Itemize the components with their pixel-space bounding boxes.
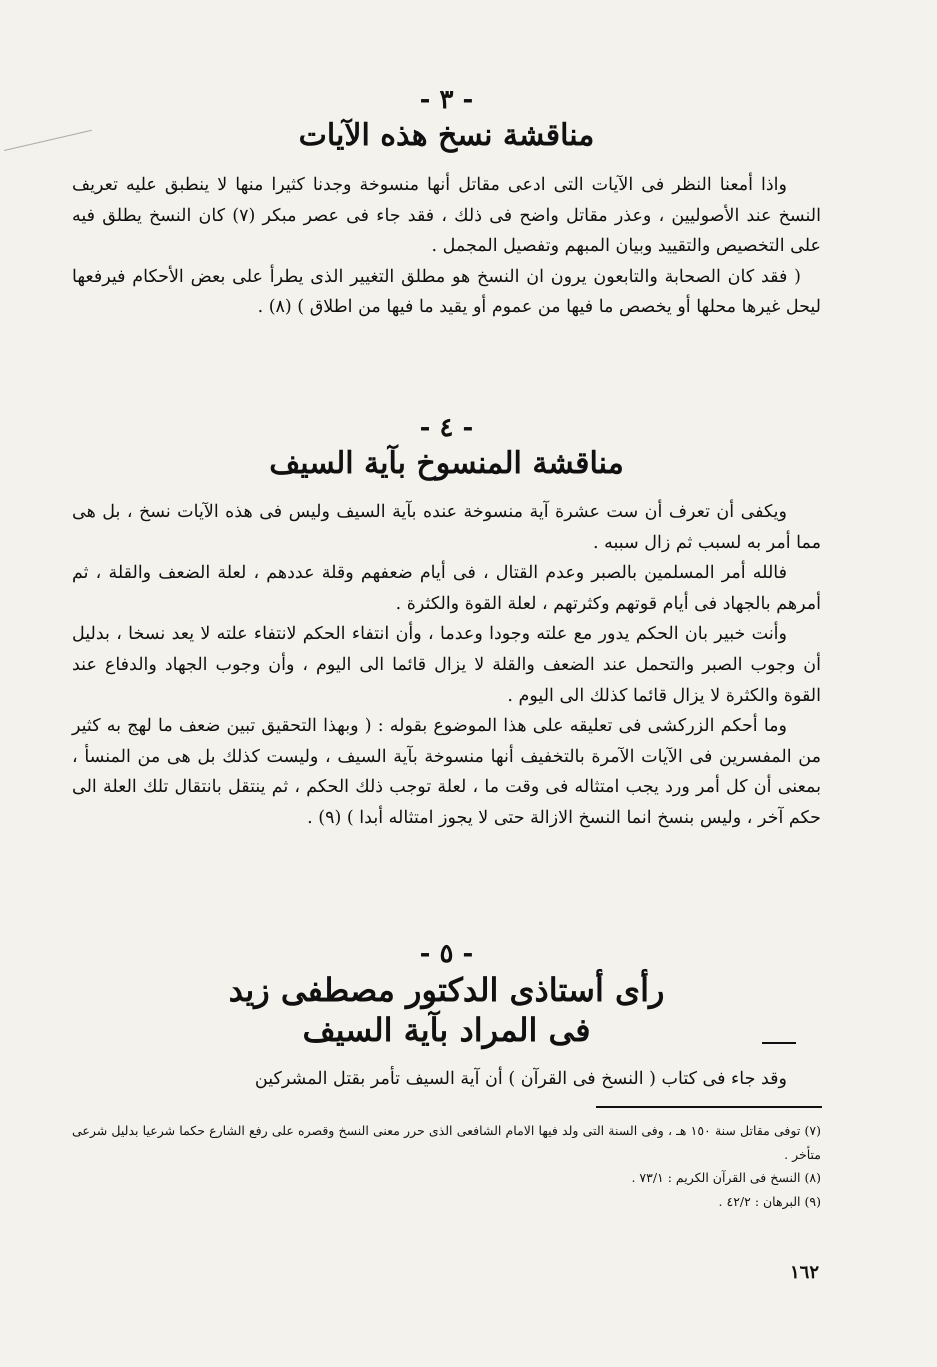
section-title: مناقشة المنسوخ بآية السيف bbox=[269, 446, 624, 481]
footnotes bbox=[72, 1119, 821, 1213]
section-3-body bbox=[72, 170, 821, 323]
decorative-dash bbox=[762, 1042, 796, 1044]
paragraph: ( فقد كان الصحابة والتابعون يرون ان النسخ هو مطلق التغيير الذى يطرأ على بعض الأحكام فيرفعها ليحل غيرها محلها أو يخصص ما فيها من عموم أو يقيد ما فيها من اطلاق ) (٨) . bbox=[72, 266, 821, 318]
paragraph: وأنت خبير بان الحكم يدور مع علته وجودا وعدما ، وأن انتفاء الحكم لانتفاء علته لا يعد نسخا ، بدليل أن وجوب الصبر والتحمل عند الضعف والقلة لا يزال قائما الى اليوم ، وأن وجوب الجهاد والدفاع عند القوة والكثرة لا يزال قائما كذلك الى اليوم . bbox=[72, 624, 821, 706]
section-number: - ٤ - bbox=[419, 413, 474, 443]
footnote-separator bbox=[596, 1106, 822, 1108]
paragraph: واذا أمعنا النظر فى الآيات التى ادعى مقاتل أنها منسوخة وجدنا كثيرا منها لا ينطبق عليه تعريف النسخ عند الأصوليين ، وعذر مقاتل واضح فى ذلك ، فقد جاء فى عصر مبكر (٧) كان النسخ يطلق فيه على التخصيص والتقييد وبيان المبهم وتفصيل المجمل . bbox=[72, 175, 821, 257]
paragraph: وقد جاء فى كتاب ( النسخ فى القرآن ) أن آية السيف تأمر بقتل المشركين bbox=[254, 1069, 787, 1089]
footnote: (٩) البرهان : ٤٢/٢ . bbox=[718, 1193, 821, 1209]
paragraph: وما أحكم الزركشى فى تعليقه على هذا الموضوع بقوله : ( وبهذا التحقيق تبين ضعف ما لهج به كثير من المفسرين فى الآيات الآمرة بالتخفيف أنها منسوخة بآية السيف ، وليست كذلك بل هى من المنسأ ، بمعنى أن كل أمر ورد يجب امتثاله فى وقت ما ، لعلة توجب ذلك الحكم ، ثم ينتقل بانتقال تلك العلة الى حكم آخر ، وليس بنسخ انما النسخ الازالة حتى لا يجوز امتثاله أبدا ) (٩) . bbox=[72, 716, 821, 828]
section-title-line-2: فى المراد بآية السيف bbox=[302, 1011, 591, 1049]
section-4-body bbox=[72, 497, 821, 834]
section-number: - ٣ - bbox=[419, 85, 474, 115]
paragraph: ويكفى أن تعرف أن ست عشرة آية منسوخة عنده بآية السيف وليس فى هذه الآيات نسخ ، بل هى مما أمر به لسبب ثم زال سببه . bbox=[72, 502, 821, 553]
page-number: ١٦٢ bbox=[789, 1262, 819, 1283]
footnote: (٧) توفى مقاتل سنة ١٥٠ هـ ، وفى السنة التى ولد فيها الامام الشافعى الذى حرر معنى النسخ وقصره على رفع الشارع حكما شرعيا بدليل شرعى متأخر . bbox=[72, 1123, 822, 1162]
section-title: مناقشة نسخ هذه الآيات bbox=[298, 118, 595, 153]
section-number: - ٥ - bbox=[419, 939, 474, 969]
section-title-line-1: رأى أستاذى الدكتور مصطفى زيد bbox=[228, 971, 665, 1009]
section-4 bbox=[72, 412, 821, 484]
section-5-body bbox=[72, 1064, 821, 1095]
section-3 bbox=[72, 84, 821, 156]
footnote: (٨) النسخ فى القرآن الكريم : ٧٣/١ . bbox=[631, 1170, 821, 1185]
paragraph: فالله أمر المسلمين بالصبر وعدم القتال ، فى أيام ضعفهم وقلة عددهم ، لعلة الضعف والقلة ، ثم أمرهم بالجهاد فى أيام قوتهم وكثرتهم ، لعلة القوة والكثرة . bbox=[72, 563, 821, 614]
section-5 bbox=[72, 938, 821, 1050]
